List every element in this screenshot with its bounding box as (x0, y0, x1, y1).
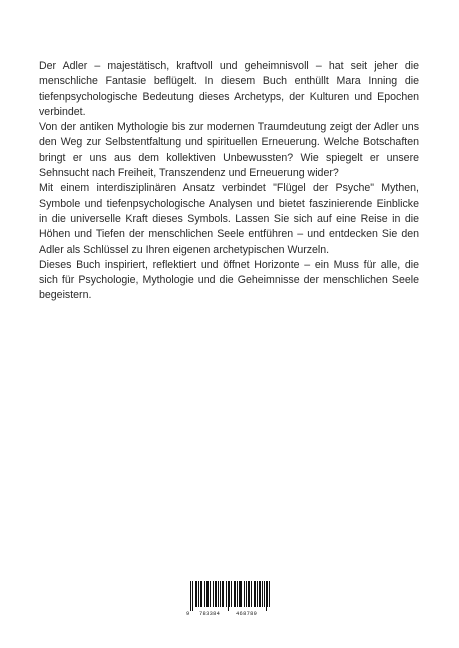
barcode-digit-group-1: 783384 (199, 611, 221, 617)
blurb-paragraph-4: Dieses Buch inspiriert, reflektiert und öffnet Horizonte – ein Muss für alle, die sich für Psychologie, Mythologie und die Geheimnisse der menschlichen Seele begeistern. (39, 258, 419, 302)
blurb-paragraph-3: Mit einem interdisziplinären Ansatz verbindet "Flügel der Psyche" Mythen, Symbole und tiefenpsychologische Analysen und bietet faszinierende Einblicke in die universelle Kraft dieses Symbols. Lassen Sie sich auf eine Reise in die Höhen und Tiefen der menschlichen Seele entführen – und entdecken Sie den Adler als Schlüssel zu Ihren eigenen archetypischen Wurzeln. (39, 182, 419, 256)
blurb-text (39, 59, 419, 304)
barcode-digit-group-2: 468789 (236, 611, 258, 617)
isbn-barcode (186, 581, 274, 623)
barcode-lead-digit: 9 (186, 611, 190, 617)
barcode-bars (190, 581, 270, 611)
blurb-paragraph-1: Der Adler – majestätisch, kraftvoll und geheimnisvoll – hat seit jeher die menschliche Fantasie beflügelt. In diesem Buch enthüllt Mara Inning die tiefenpsychologische Bedeutung dieses Archetyps, der Kulturen und Epochen verbindet. (39, 60, 419, 118)
blurb-paragraph-2: Von der antiken Mythologie bis zur modernen Traumdeutung zeigt der Adler uns den Weg zur Selbstentfaltung und spirituellen Erneuerung. Welche Botschaften bringt er uns aus dem kollektiven Unbewussten? Wie spiegelt er unsere Sehnsucht nach Freiheit, Transzendenz und Erneuerung wider? (39, 121, 419, 180)
